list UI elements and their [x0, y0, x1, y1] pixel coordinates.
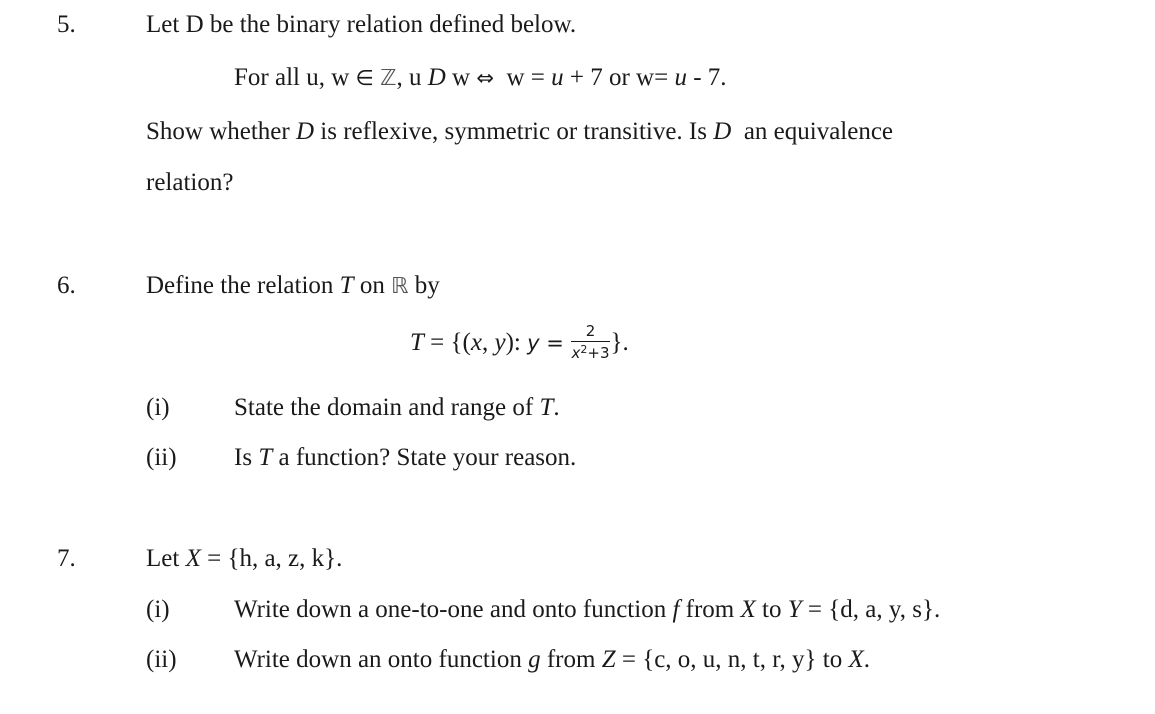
q6-i-a: State the domain and range of: [234, 394, 540, 421]
formula-T: T: [410, 329, 424, 357]
denominator-exponent: 2: [580, 343, 588, 356]
question-5-number: 5.: [57, 11, 76, 38]
formula-close: ):: [505, 329, 528, 357]
question-6-number: 6.: [57, 272, 76, 299]
def-u2: u: [674, 64, 687, 91]
question-6-part-i-label: (i): [146, 394, 170, 421]
q7-ii-Z: Z: [601, 646, 616, 673]
question-5-definition: [234, 65, 727, 90]
element-of-symbol: ∈: [355, 66, 374, 90]
q7-ii-d: .: [863, 646, 871, 673]
question-7-part-ii-label: (ii): [146, 646, 177, 673]
formula-end: }.: [610, 329, 629, 357]
formula-x: x: [470, 329, 482, 357]
q7-i-d: = {d, a, y, s}.: [801, 596, 941, 623]
integers-symbol: ℤ: [380, 66, 397, 91]
q6-i-T: T: [539, 394, 554, 421]
question-6-part-ii-text: [234, 445, 576, 470]
def-cond1: w =: [493, 64, 552, 91]
q6-intro-c: by: [408, 272, 440, 299]
question-6-formula: [410, 322, 629, 363]
q6-ii-b: a function? State your reason.: [272, 444, 577, 471]
q6-intro-T: T: [339, 272, 354, 299]
q7-ii-b: from: [540, 646, 602, 673]
question-5-intro: Let D be the binary relation defined below.: [146, 11, 577, 38]
q7-i-X: X: [740, 596, 756, 623]
question-7-intro: [146, 546, 342, 571]
formula-y: y: [494, 329, 506, 357]
def-u1: u: [551, 64, 564, 91]
denominator-rest: +3: [587, 344, 610, 362]
q6-intro-b: on: [353, 272, 392, 299]
question-7-part-ii-text: [234, 647, 870, 672]
def-w: w: [445, 64, 477, 91]
q7-i-f: f: [672, 596, 680, 623]
fraction-numerator: 2: [571, 324, 609, 342]
q7-ii-a: Write down an onto function: [234, 646, 529, 673]
reals-symbol: ℝ: [391, 274, 409, 299]
question-5-line-2: relation?: [146, 169, 234, 196]
q7-i-a: Write down a one-to-one and onto function: [234, 596, 673, 623]
def-minus: - 7.: [686, 64, 727, 91]
fraction-denominator: [571, 342, 609, 361]
q5-line1-D: D: [295, 118, 315, 145]
formula-eq2: =: [539, 331, 571, 356]
formula-comma: ,: [481, 329, 495, 357]
q6-ii-a: Is: [234, 444, 259, 471]
q7-intro-X: X: [185, 545, 201, 572]
question-7-part-i-text: [234, 597, 940, 622]
q5-line1-b: is reflexive, symmetric or transitive. Is: [314, 118, 714, 145]
relation-d: D: [427, 64, 446, 91]
question-7-number: 7.: [57, 545, 76, 572]
q7-intro-a: Let: [146, 545, 186, 572]
q7-i-c: to: [755, 596, 788, 623]
def-mid: , u: [396, 64, 428, 91]
denominator-x: x: [571, 344, 581, 362]
q7-ii-c: = {c, o, u, n, t, r, y} to: [615, 646, 849, 673]
q7-ii-X: X: [848, 646, 864, 673]
question-6-part-i-text: [234, 395, 560, 420]
def-prefix: For all u, w: [234, 64, 356, 91]
q7-i-Y: Y: [787, 596, 802, 623]
formula-y2: y: [527, 331, 540, 356]
question-6-part-ii-label: (ii): [146, 444, 177, 471]
question-5-line-1: [146, 119, 893, 144]
question-6-intro: [146, 273, 440, 298]
q7-intro-b: = {h, a, z, k}.: [200, 545, 343, 572]
q6-ii-T: T: [258, 444, 273, 471]
q6-i-b: .: [553, 394, 560, 421]
q5-line1-D2: D: [713, 118, 732, 145]
q7-i-b: from: [679, 596, 741, 623]
q6-intro-a: Define the relation: [146, 272, 340, 299]
def-plus: + 7 or w=: [563, 64, 675, 91]
iff-arrow-symbol: ⇔: [476, 66, 494, 90]
question-7-part-i-label: (i): [146, 596, 170, 623]
fraction: [571, 324, 609, 361]
q5-line1-a: Show whether: [146, 118, 296, 145]
q7-ii-g: g: [528, 646, 541, 673]
formula-eq: = {(: [423, 329, 471, 357]
q5-line1-c: an equivalence: [731, 118, 894, 145]
